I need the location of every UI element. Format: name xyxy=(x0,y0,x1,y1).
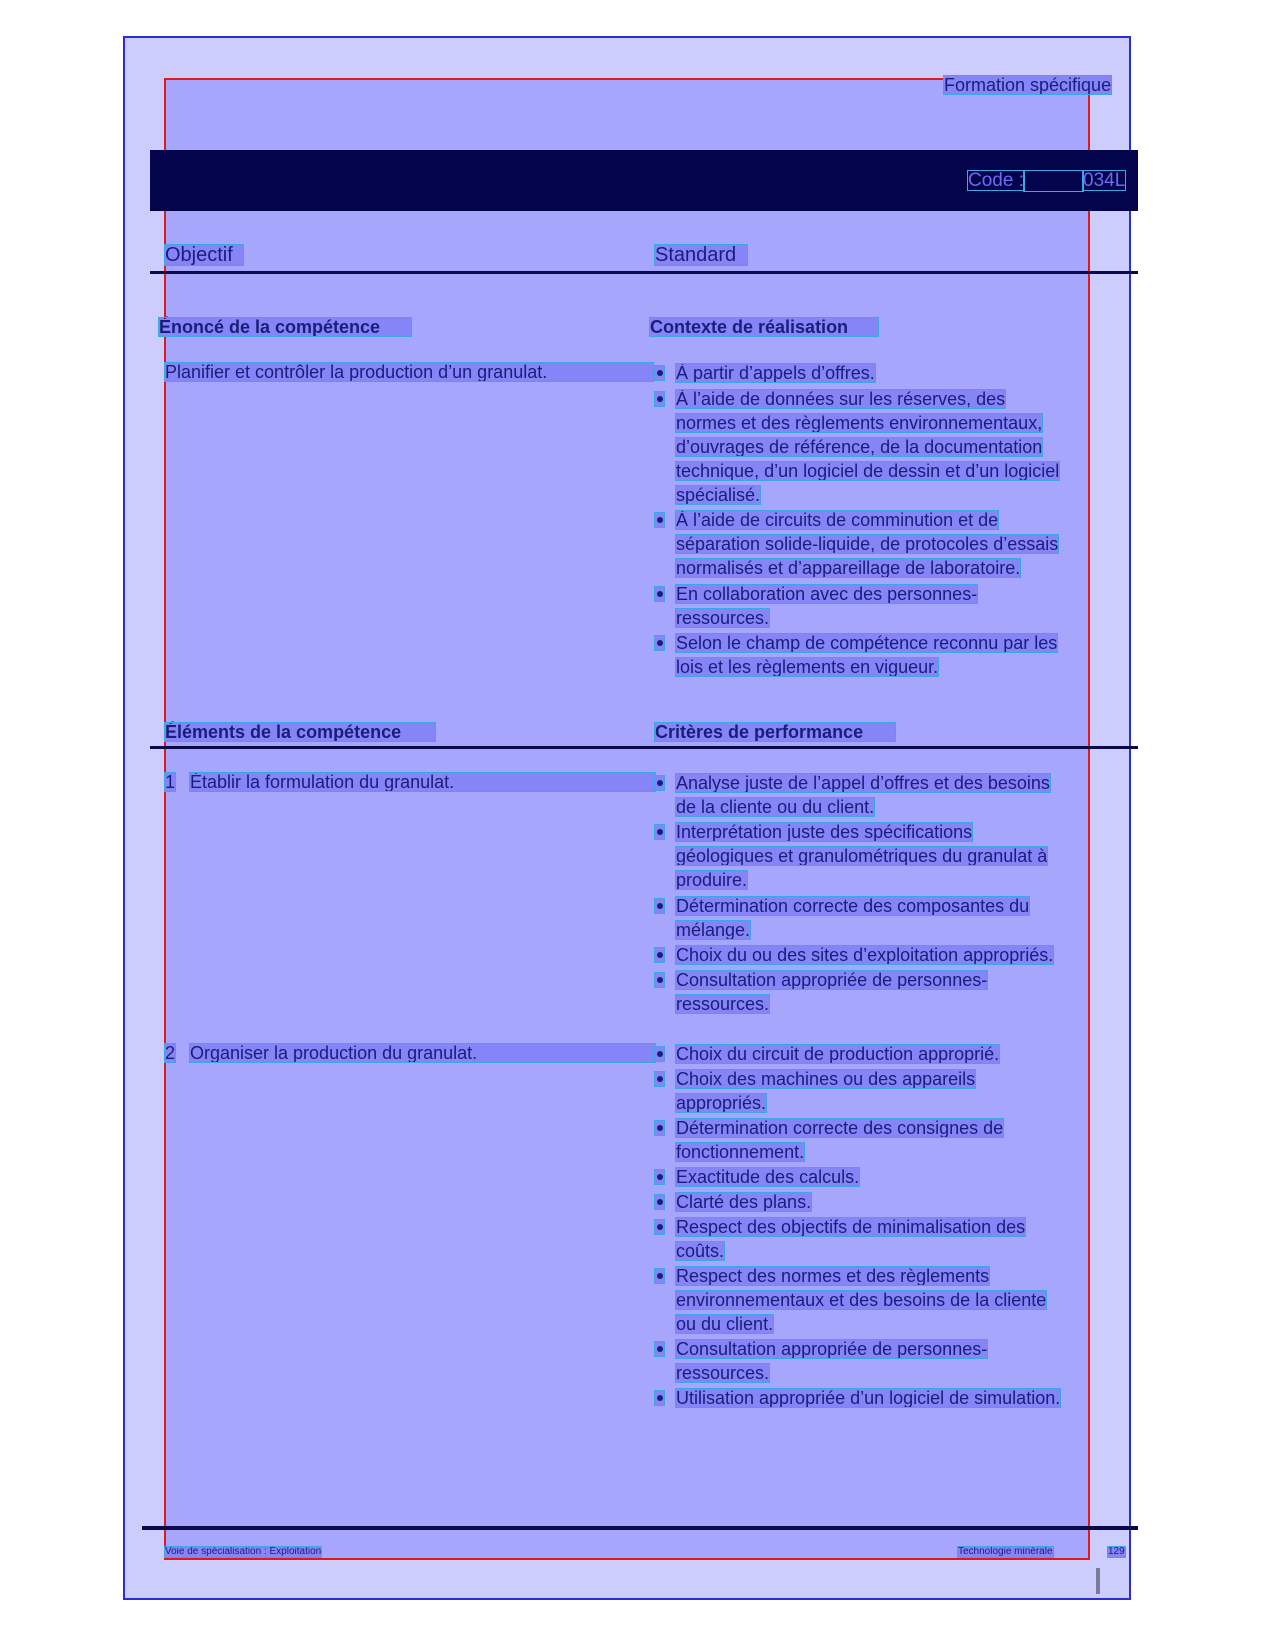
list-item-line: À partir d’appels d’offres. xyxy=(676,363,875,383)
list-item-line: ressources. xyxy=(676,608,770,628)
element-2-label: Organiser la production du granulat. xyxy=(190,1044,655,1062)
list-item-line: Selon le champ de compétence reconnu par les xyxy=(676,633,1058,653)
competence-statement: Planifier et contrôler la production d’un granulat. xyxy=(165,363,653,381)
bullet-icon xyxy=(655,513,664,527)
bullet-icon xyxy=(655,1391,664,1405)
list-item-line: technique, d’un logiciel de dessin et d’un logiciel xyxy=(676,461,1060,481)
bullet-icon xyxy=(655,776,664,790)
list-item-line: ressources. xyxy=(676,1363,770,1383)
bullet-icon xyxy=(655,973,664,987)
list-item-line: Analyse juste de l’appel d’offres et des besoins xyxy=(676,773,1050,793)
list-item-line: coûts. xyxy=(676,1241,725,1261)
list-item-line: Respect des objectifs de minimalisation des xyxy=(676,1217,1026,1237)
list-item-line: À l’aide de circuits de comminution et de xyxy=(676,510,999,530)
bullet-icon xyxy=(655,1047,664,1061)
bullet-icon xyxy=(655,636,664,650)
bullet-icon xyxy=(655,392,664,406)
competence-statement-title: Énoncé de la compétence xyxy=(159,318,411,336)
list-item-line: Choix du ou des sites d’exploitation appropriés. xyxy=(676,945,1054,965)
bullet-icon xyxy=(655,825,664,839)
bullet-icon xyxy=(655,587,664,601)
list-item-line: d’ouvrages de référence, de la documentation xyxy=(676,437,1043,457)
list-item-line: séparation solide-liquide, de protocoles d’essais xyxy=(676,534,1059,554)
bullet-icon xyxy=(655,1342,664,1356)
code-blank xyxy=(1024,171,1083,191)
criteria-title: Critères de performance xyxy=(655,723,895,741)
list-item-line: géologiques et granulométriques du granulat à xyxy=(676,846,1048,866)
list-item-line: Choix des machines ou des appareils xyxy=(676,1069,976,1089)
list-item-line: normalisés et d’appareillage de laboratoire. xyxy=(676,558,1021,578)
code-value: 034L xyxy=(1083,170,1126,191)
list-item-line: ressources. xyxy=(676,994,770,1014)
list-item-line: En collaboration avec des personnes- xyxy=(676,584,978,604)
bullet-icon xyxy=(655,1195,664,1209)
list-item-line: spécialisé. xyxy=(676,485,761,505)
list-item-line: normes et des règlements environnementaux, xyxy=(676,413,1043,433)
column-objectif: Objectif xyxy=(165,245,243,265)
footer-rule xyxy=(142,1526,1138,1530)
page-number: 129 xyxy=(1108,1546,1125,1557)
content-frame xyxy=(164,78,1090,1560)
list-item-line: Consultation appropriée de personnes- xyxy=(676,970,988,990)
list-item-line: appropriés. xyxy=(676,1093,767,1113)
bullet-icon xyxy=(655,366,664,380)
element-1-label: Établir la formulation du granulat. xyxy=(190,773,655,791)
list-item-line: Clarté des plans. xyxy=(676,1192,812,1212)
element-1-number: 1 xyxy=(165,772,176,792)
section-header-label: Formation spécifique xyxy=(944,75,1112,95)
bullet-icon xyxy=(655,1072,664,1086)
code-label: Code : xyxy=(968,170,1024,191)
list-item-line: fonctionnement. xyxy=(676,1142,805,1162)
column-standard: Standard xyxy=(655,245,747,265)
list-item-line: Consultation appropriée de personnes- xyxy=(676,1339,988,1359)
list-item-line: Détermination correcte des composantes du xyxy=(676,896,1030,916)
section-rule xyxy=(150,746,1138,749)
list-item-line: Utilisation appropriée d’un logiciel de simulation. xyxy=(676,1388,1061,1408)
bullet-icon xyxy=(655,948,664,962)
list-item-line: Détermination correcte des consignes de xyxy=(676,1118,1004,1138)
header-rule xyxy=(150,271,1138,274)
elements-title: Éléments de la compétence xyxy=(165,723,435,741)
footer-right: Technologie minérale xyxy=(958,1546,1053,1557)
list-item-line: de la cliente ou du client. xyxy=(676,797,875,817)
list-item-line: Interprétation juste des spécifications xyxy=(676,822,973,842)
footer-left: Voie de spécialisation : Exploitation xyxy=(165,1546,322,1557)
bullet-icon xyxy=(655,1269,664,1283)
element-2-number: 2 xyxy=(165,1043,176,1063)
list-item-line: Choix du circuit de production approprié. xyxy=(676,1044,1000,1064)
context-title: Contexte de réalisation xyxy=(650,318,878,336)
list-item-line: lois et les règlements en vigueur. xyxy=(676,657,939,677)
bullet-icon xyxy=(655,1170,664,1184)
bullet-icon xyxy=(655,899,664,913)
list-item-line: ou du client. xyxy=(676,1314,774,1334)
bullet-icon xyxy=(655,1121,664,1135)
bullet-icon xyxy=(655,1220,664,1234)
margin-mark xyxy=(1096,1568,1100,1594)
list-item-line: produire. xyxy=(676,870,748,890)
list-item-line: À l’aide de données sur les réserves, des xyxy=(676,389,1006,409)
list-item-line: mélange. xyxy=(676,920,751,940)
list-item-line: Exactitude des calculs. xyxy=(676,1167,860,1187)
list-item-line: Respect des normes et des règlements xyxy=(676,1266,990,1286)
list-item-line: environnementaux et des besoins de la cliente xyxy=(676,1290,1047,1310)
